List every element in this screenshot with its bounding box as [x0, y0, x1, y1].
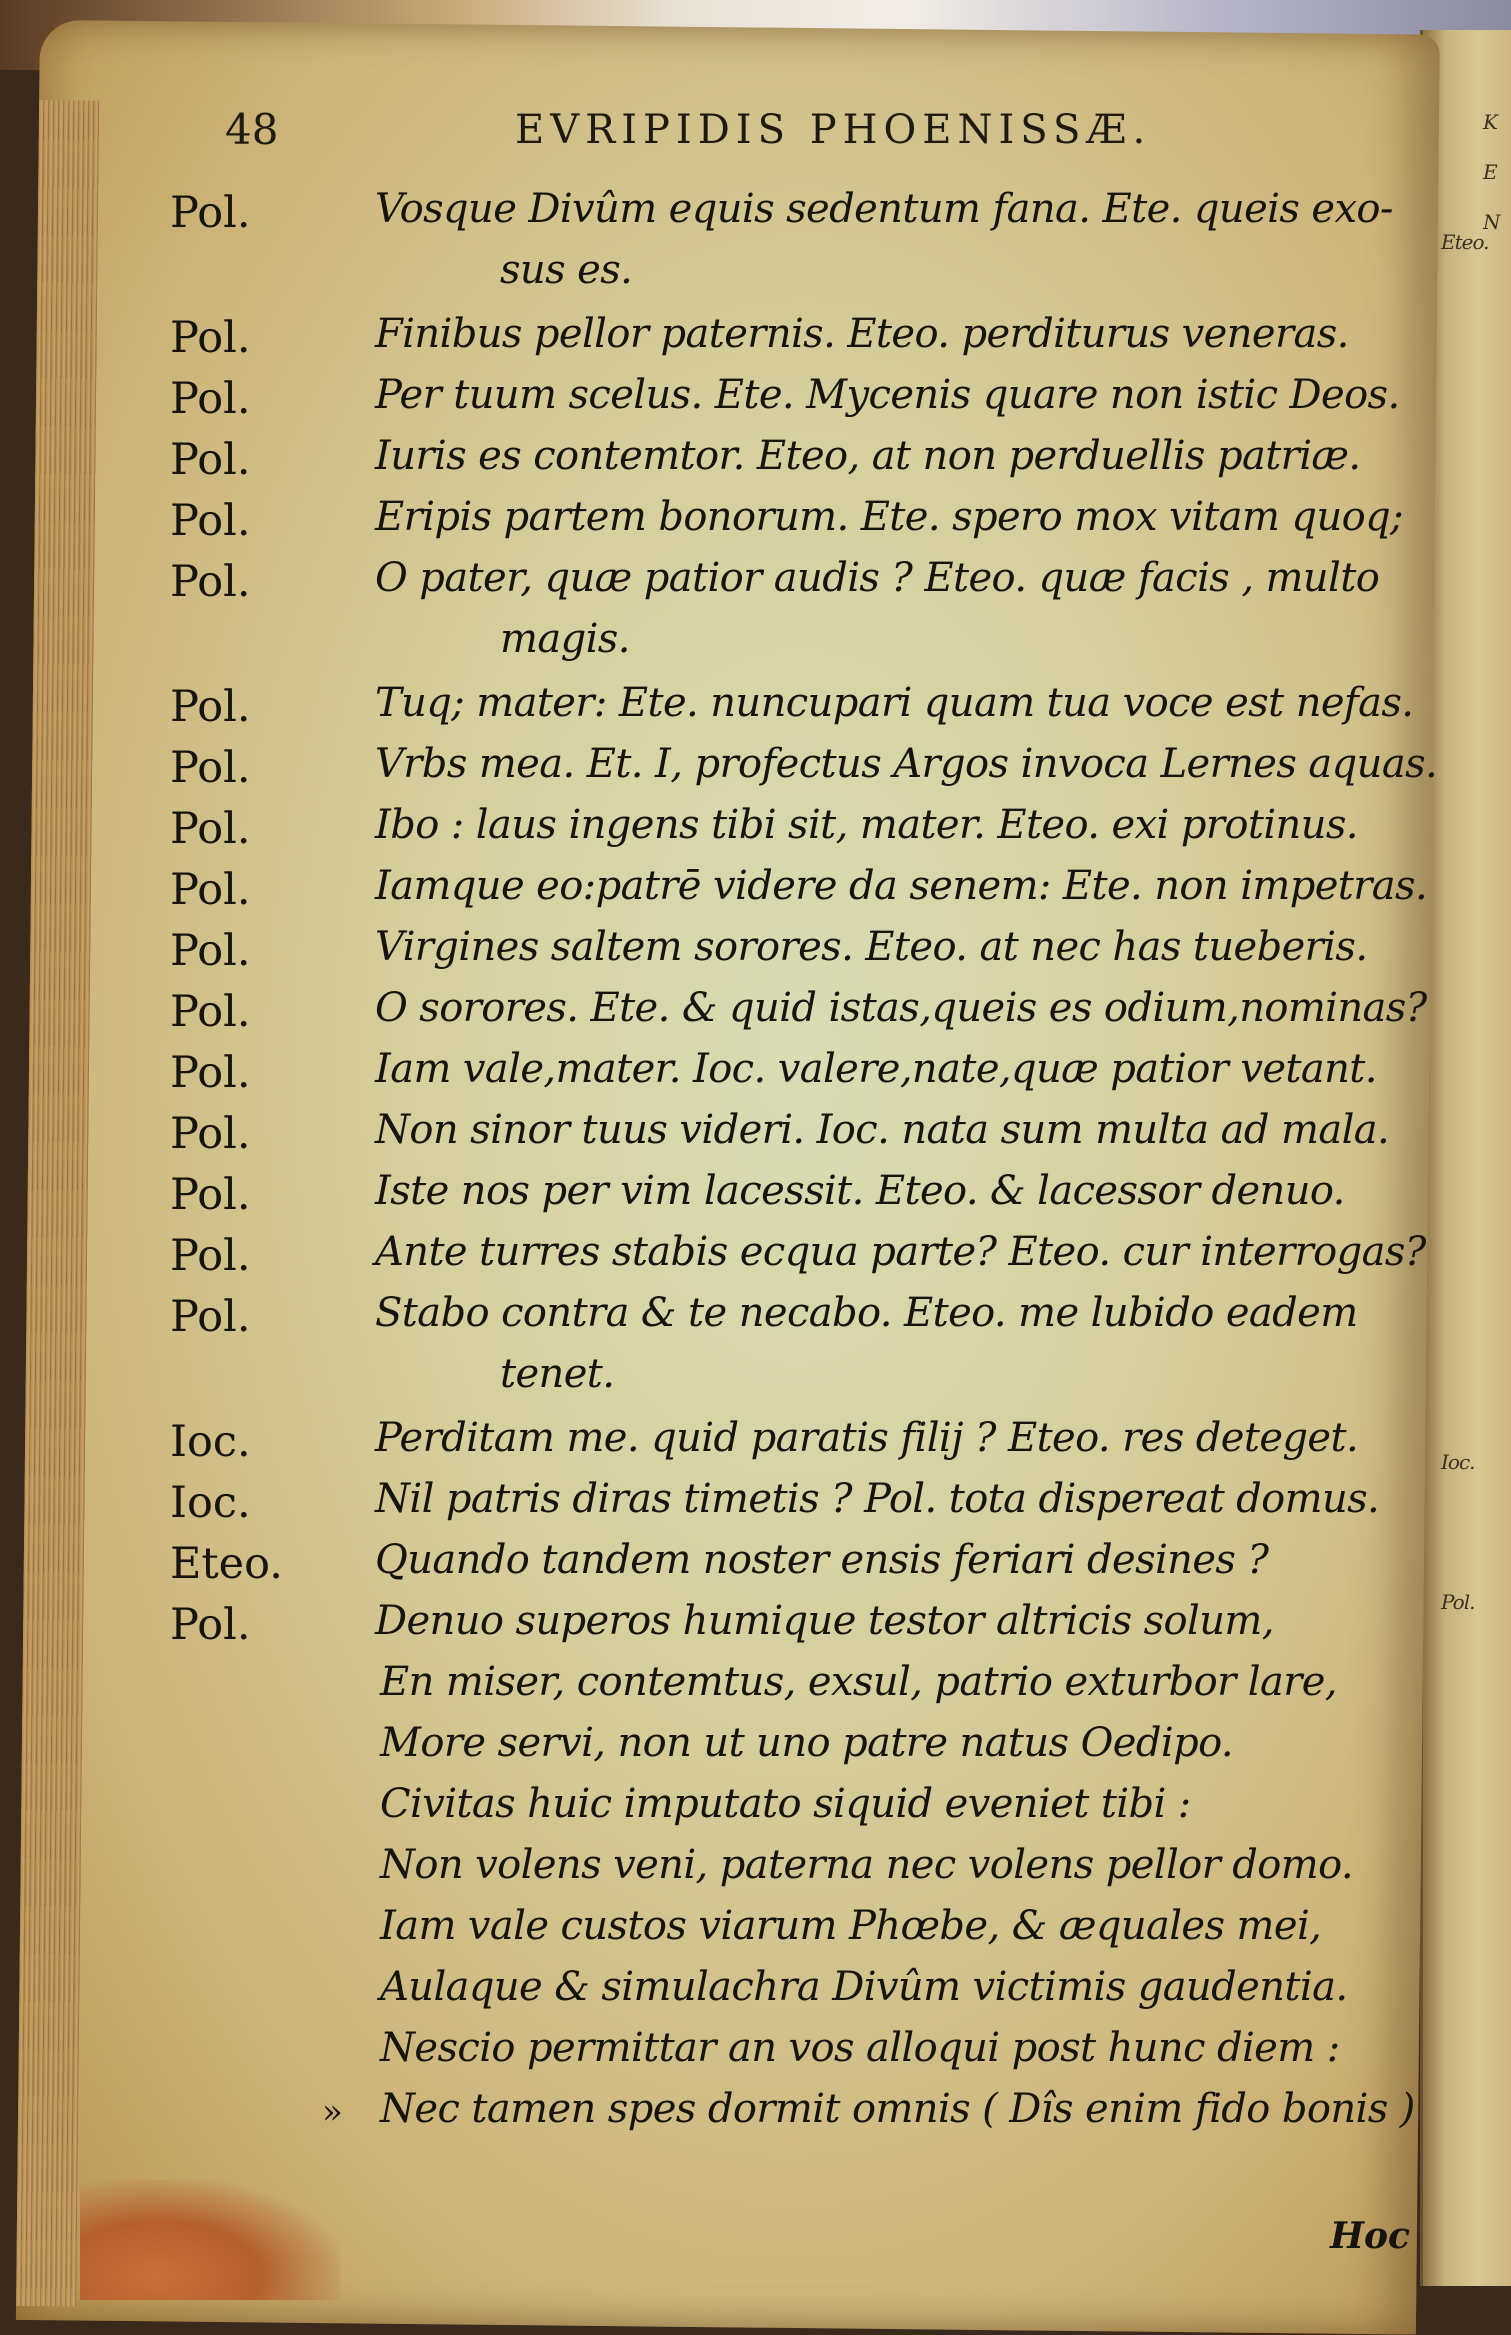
text-line	[170, 1777, 1410, 1838]
text-line	[170, 490, 1410, 551]
line-text: Ibo : laus ingens tibi sit, mater. Eteo. exi protinus.	[375, 802, 1358, 848]
text-line	[170, 859, 1428, 920]
speaker-label: Pol.	[170, 557, 251, 607]
speaker-label: Pol.	[170, 682, 251, 732]
text-line	[170, 368, 1410, 429]
speaker-label: Pol.	[170, 804, 251, 854]
line-text: Quando tandem noster ensis feriari desines ?	[375, 1537, 1269, 1583]
text-line	[170, 2082, 1415, 2143]
line-text: magis.	[500, 616, 630, 662]
line-text: Virgines saltem sorores. Eteo. at nec has tueberis.	[375, 924, 1368, 970]
line-text: Non volens veni, paterna nec volens pellor domo.	[380, 1842, 1353, 1888]
text-line	[170, 1960, 1410, 2021]
speaker-label: Pol.	[170, 1600, 251, 1650]
thumb-shadow	[80, 2180, 340, 2300]
line-text: Tuq; mater: Ete. nuncupari quam tua voce est nefas.	[375, 680, 1414, 726]
line-text: More servi, non ut uno patre natus Oedipo.	[380, 1720, 1233, 1766]
text-line	[170, 182, 1410, 243]
line-text: Per tuum scelus. Ete. Mycenis quare non istic Deos.	[375, 372, 1400, 418]
facing-page-fragment: E	[1483, 160, 1497, 184]
facing-page-fragment: K	[1483, 110, 1497, 134]
text-line	[170, 2021, 1410, 2082]
line-text: Eripis partem bonorum. Ete. spero mox vitam quoq;	[375, 494, 1403, 540]
text-line	[170, 1286, 1410, 1347]
line-text: Civitas huic imputato siquid eveniet tibi :	[380, 1781, 1191, 1827]
line-text: Denuo superos humique testor altricis solum,	[375, 1598, 1274, 1644]
facing-page-fragment: Eteo.	[1441, 230, 1489, 254]
text-line	[170, 798, 1410, 859]
page-header	[185, 95, 1235, 165]
line-text: Iuris es contemtor. Eteo, at non perduellis patriæ.	[375, 433, 1361, 479]
line-text: sus es.	[500, 247, 633, 293]
text-line	[170, 1472, 1410, 1533]
line-text: Iam vale,mater. Ioc. valere,nate,quæ patior vetant.	[375, 1046, 1377, 1092]
speaker-label: Pol.	[170, 987, 251, 1037]
text-line	[170, 612, 1410, 676]
speaker-label: Pol.	[170, 374, 251, 424]
line-text: Vosque Divûm equis sedentum fana. Ete. queis exo-	[375, 186, 1393, 232]
speaker-label: Ioc.	[170, 1478, 251, 1528]
facing-page-fragment: Pol.	[1441, 1590, 1475, 1614]
speaker-label: Pol.	[170, 1109, 251, 1159]
line-text: Iam vale custos viarum Phœbe, & æquales mei,	[380, 1903, 1322, 1949]
line-text: Iste nos per vim lacessit. Eteo. & lacessor denuo.	[375, 1168, 1345, 1214]
text-line	[170, 1716, 1410, 1777]
line-text: Perditam me. quid paratis filij ? Eteo. res deteget.	[375, 1415, 1359, 1461]
text-line	[170, 429, 1410, 490]
running-title: EVRIPIDIS PHOENISSÆ.	[515, 107, 1152, 153]
catchword: Hoc	[1330, 2215, 1410, 2257]
line-text: Finibus pellor paternis. Eteo. perditurus veneras.	[375, 311, 1349, 357]
facing-page-fragment: Ioc.	[1441, 1450, 1475, 1474]
text-line	[170, 307, 1410, 368]
speaker-label: Eteo.	[170, 1539, 283, 1589]
speaker-label: Pol.	[170, 926, 251, 976]
speaker-label: Pol.	[170, 1231, 251, 1281]
speaker-label: Pol.	[170, 496, 251, 546]
text-line	[170, 1594, 1410, 1655]
text-line	[170, 1164, 1410, 1225]
text-line	[170, 1103, 1410, 1164]
text-line	[170, 737, 1438, 798]
speaker-label: Pol.	[170, 865, 251, 915]
line-text: O pater, quæ patior audis ? Eteo. quæ facis , multo	[375, 555, 1380, 601]
speaker-label: Pol.	[170, 313, 251, 363]
line-text: O sorores. Ete. & quid istas,queis es odium,nominas?	[375, 985, 1427, 1031]
speaker-label: Pol.	[170, 743, 251, 793]
line-text: Non sinor tuus videri. Ioc. nata sum multa ad mala.	[375, 1107, 1390, 1153]
text-line	[170, 1042, 1410, 1103]
text-line	[170, 1899, 1410, 1960]
text-line	[170, 676, 1414, 737]
line-text: Nec tamen spes dormit omnis ( Dîs enim fido bonis )	[380, 2086, 1415, 2132]
text-line	[170, 551, 1410, 612]
line-text: tenet.	[500, 1351, 615, 1397]
text-line	[170, 1838, 1410, 1899]
speaker-label: Ioc.	[170, 1417, 251, 1467]
speaker-label: Pol.	[170, 1170, 251, 1220]
dialogue-text	[170, 182, 1438, 2143]
line-text: Stabo contra & te necabo. Eteo. me lubido eadem	[375, 1290, 1358, 1336]
line-text: En miser, contemtus, exsul, patrio exturbor lare,	[380, 1659, 1337, 1705]
text-line	[170, 1225, 1426, 1286]
line-text: Aulaque & simulachra Divûm victimis gaudentia.	[380, 1964, 1348, 2010]
text-line	[170, 920, 1410, 981]
line-text: Ante turres stabis ecqua parte? Eteo. cur interrogas?	[375, 1229, 1426, 1275]
page-number: 48	[225, 105, 279, 154]
text-line	[170, 1533, 1410, 1594]
gnomic-quote-mark: »	[322, 2092, 343, 2132]
line-text: Iamque eo:patrē videre da senem: Ete. non impetras.	[375, 863, 1428, 909]
facing-page-fragment: N	[1483, 210, 1500, 234]
text-line	[170, 1655, 1410, 1716]
line-text: Nil patris diras timetis ? Pol. tota dispereat domus.	[375, 1476, 1380, 1522]
text-line	[170, 981, 1427, 1042]
line-text: Vrbs mea. Et. I, profectus Argos invoca Lernes aquas.	[375, 741, 1438, 787]
text-line	[170, 1411, 1410, 1472]
speaker-label: Pol.	[170, 1292, 251, 1342]
text-line	[170, 243, 1410, 307]
line-text: Nescio permittar an vos alloqui post hunc diem :	[380, 2025, 1340, 2071]
speaker-label: Pol.	[170, 435, 251, 485]
page-stack-edge	[16, 100, 99, 2307]
speaker-label: Pol.	[170, 188, 251, 238]
text-line	[170, 1347, 1410, 1411]
speaker-label: Pol.	[170, 1048, 251, 1098]
